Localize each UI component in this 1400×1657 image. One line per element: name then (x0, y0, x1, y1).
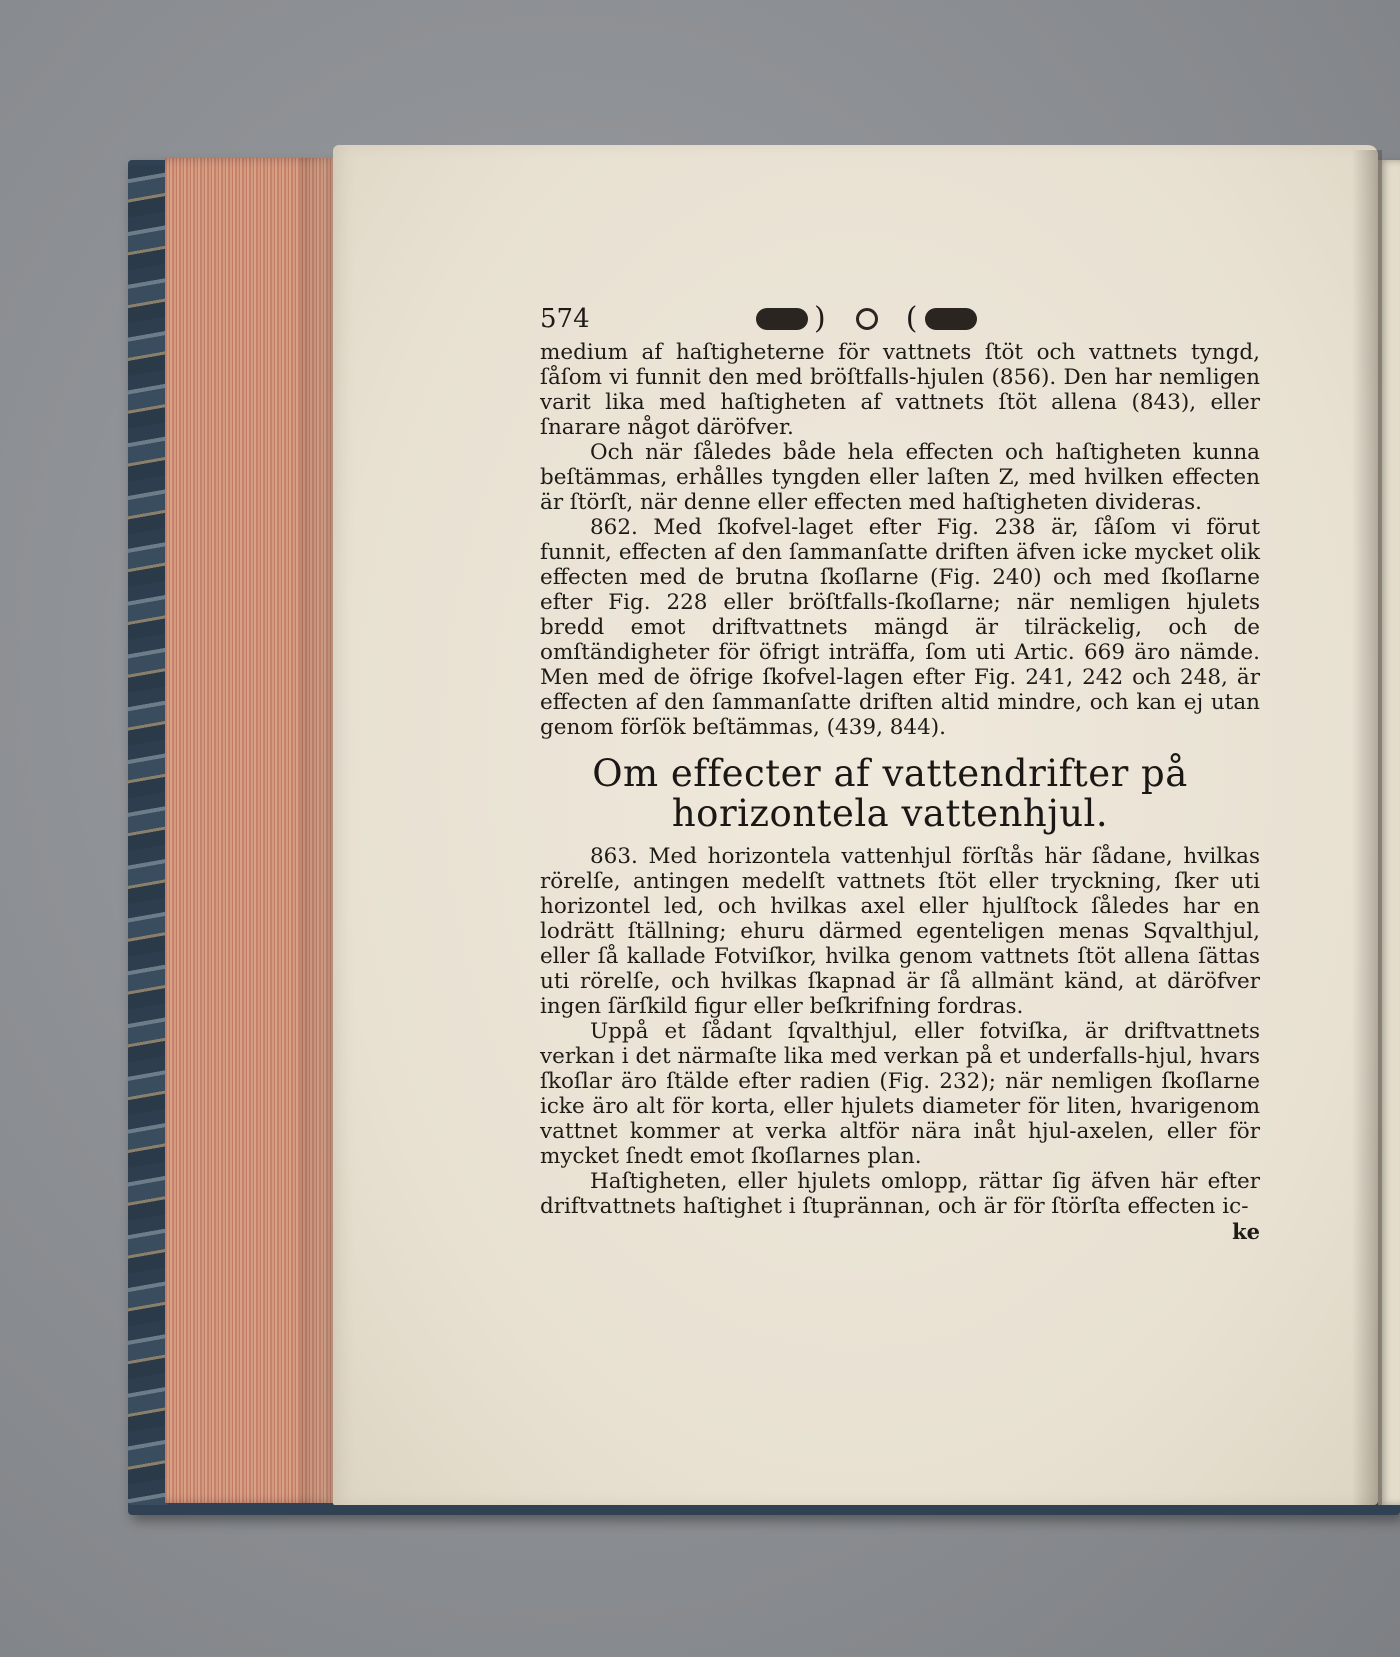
marbled-board (128, 165, 168, 1505)
page-number: 574 (540, 304, 590, 334)
catchword: ke (1232, 1219, 1260, 1244)
ornament-center-icon (856, 308, 878, 330)
fleuron-icon (925, 308, 977, 330)
paragraph: 863. Med horizontela vattenhjul förſtås här ſådane, hvilkas rörelſe, antingen medelſt vattnets ſtöt eller tryckning, ſker uti horizontel led, och hvilkas axel eller hjulſtock ſåledes har en lodrätt ſtällning; ehuru därmed egenteligen menas Sqvalthjul, eller ſå kallade Fotviſkor, hvilka genom vattnets ſtöt allena ſättas uti rörelſe, och hvilkas ſkapnad är ſå allmänt känd, at däröfver ingen ſärſkild figur eller beſkrifning fordras. (540, 844, 1260, 1019)
paragraph: Haſtigheten, eller hjulets omlopp, rättar ſig äfven här efter driftvattnets haſtighet i ſtuprännan, och är för ſtörſta effecten ic- (540, 1169, 1260, 1219)
paragraph: Uppå et ſådant ſqvalthjul, eller fotviſka, är driftvattnets verkan i det närmaſte lika med verkan på et underfalls-hjul, hvars ſkoſlar äro ſtälde efter radien (Fig. 232); när nemligen ſkoſlarne icke äro alt för korta, eller hjulets diameter för liten, hvarigenom vattnet kommer at verka altför nära inåt hjul-axelen, eller för mycket ſnedt emot ſkoſlarnes plan. (540, 1019, 1260, 1169)
gutter-shadow (1352, 150, 1382, 1505)
section-heading: Om effecter af vattendrifter på horizontela vattenhjul. (592, 752, 1188, 835)
text-block (540, 300, 1260, 1244)
running-head (540, 300, 1260, 340)
ornament-left: ( (905, 301, 920, 336)
paragraph: 862. Med ſkofvel-laget efter Fig. 238 är, ſåſom vi förut funnit, effecten af den ſammanſatte driften äfven icke mycket olik effecten med de brutna ſkoſlarne (Fig. 240) och med ſkoſlarne efter Fig. 228 eller bröſtfalls-ſkoſlarne; när nemligen hjulets bredd emot driftvattnets mängd är tilräckelig, och de omſtändigheter för öfrigt inträffa, ſom uti Artic. 669 äro nämde. Men med de öfrige ſkofvel-lagen efter Fig. 241, 242 och 248, är effecten af den ſammanſatte driften altid mindre, och kan ej utan genom förſök beſtämmas, (439, 844). (540, 515, 1260, 740)
ornament-right: ) (814, 301, 828, 336)
paragraph: Och när ſåledes både hela effecten och haſtigheten kunna beſtämmas, erhålles tyngden eller laſten Z, med hvilken effecten är ſtörſt, när denne eller effecten med haſtigheten divideras. (540, 440, 1260, 515)
fleuron-icon (756, 308, 808, 330)
paragraph: medium af haſtigheterne för vattnets ſtöt och vattnets tyngd, ſåſom vi funnit den med bröſtfalls-hjulen (856). Den har nemligen varit lika med haſtigheten af vattnets ſtöt allena (843), eller ſnarare något däröfver. (540, 340, 1260, 440)
head-ornament (750, 300, 983, 336)
